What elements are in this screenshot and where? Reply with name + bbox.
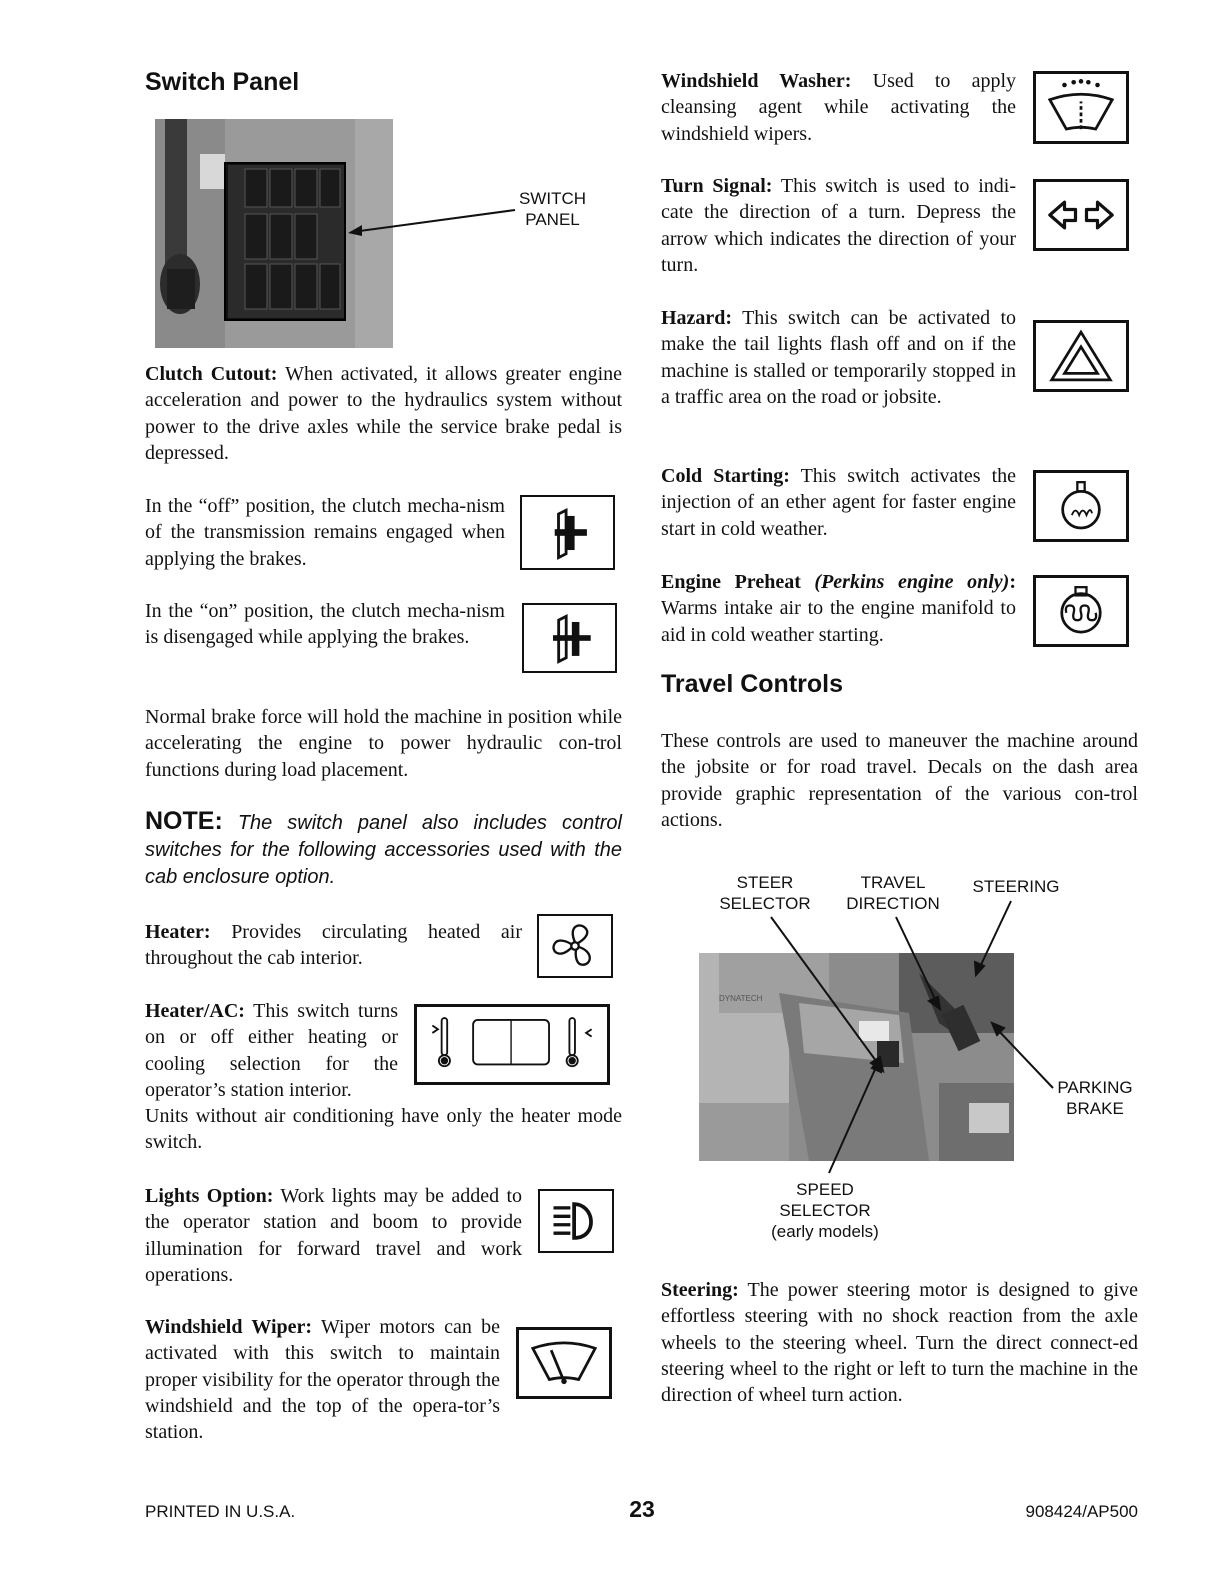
- clutch-off-text: In the “off” position, the clutch mecha-nism of the transmission remains engaged when applying the brakes.: [145, 495, 505, 570]
- clutch-on-text: In the “on” position, the clutch mecha-nism is disengaged while applying the brakes.: [145, 600, 505, 649]
- note-label: NOTE:: [145, 807, 223, 835]
- switch-panel-title: Switch Panel: [145, 68, 300, 96]
- clutch-cutout-text: When activated, it allows greater engine acceleration and power to the hydraulics system without power to the drive axles while the service brake pedal is depressed.: [145, 363, 623, 464]
- page-number: 23: [629, 1496, 655, 1522]
- steering-paragraph: [661, 1277, 1138, 1408]
- travel-callout-leader-lines: [699, 895, 1099, 1185]
- clutch-cutout-label: Clutch Cutout:: [145, 363, 278, 385]
- callout-line: SPEED: [796, 1180, 854, 1199]
- lights-icon: [538, 1189, 614, 1253]
- fan-icon: [537, 914, 613, 978]
- turn-signal-paragraph: [661, 173, 1016, 278]
- heater-ac-note: Units without air conditioning have only the heater mode switch.: [145, 1105, 622, 1154]
- heater-ac-icon: [414, 1004, 610, 1085]
- cold-start-paragraph: [661, 463, 1016, 542]
- cold-start-label: Cold Starting:: [661, 465, 790, 487]
- wiper-label: Windshield Wiper:: [145, 1316, 313, 1338]
- callout-line: SWITCH: [518, 189, 587, 208]
- steering-text: The power steering motor is designed to give effortless steering with no shock reaction from the axle wheels to the steering wheel. Turn the direct connect-ed steering wheel to the right or left to turn the machine in the direction of wheel turn action.: [661, 1279, 1138, 1407]
- preheat-label-italic: (Perkins engine only): [814, 571, 1010, 593]
- wiper-text: Wiper motors can be activated with this switch to maintain proper visibility for the operator through the windshield and the top of the opera-tor’s station.: [145, 1316, 501, 1444]
- callout-line: STEER: [736, 873, 794, 892]
- footer-printed: PRINTED IN U.S.A.: [145, 1502, 296, 1521]
- callout-line: SELECTOR: [719, 894, 811, 913]
- heater-ac-paragraph: [145, 998, 398, 1103]
- callout-line: TRAVEL: [860, 873, 926, 892]
- wiper-paragraph: [145, 1314, 500, 1445]
- preheat-text: Warms intake air to the engine manifold to aid in cold weather starting.: [661, 597, 1016, 646]
- lights-label: Lights Option:: [145, 1185, 274, 1207]
- turn-signal-label: Turn Signal:: [661, 175, 773, 197]
- heater-paragraph: [145, 919, 522, 972]
- lights-text: Work lights may be added to the operator station and boom to provide illumination for forward travel and work operations.: [145, 1185, 522, 1286]
- lights-paragraph: [145, 1183, 522, 1288]
- heater-ac-text: This switch turns on or off either heating or cooling selection for the operator’s station interior.: [145, 1000, 398, 1101]
- preheat-colon: :: [1009, 571, 1016, 593]
- note-text: The switch panel also includes control switches for the following accessories used with the cab enclosure option.: [145, 812, 622, 888]
- preheat-icon: [1033, 575, 1129, 647]
- heater-label: Heater:: [145, 921, 211, 943]
- heater-ac-label: Heater/AC:: [145, 1000, 245, 1022]
- callout-line: DIRECTION: [846, 894, 940, 913]
- cold-start-text: This switch activates the injection of an ether agent for faster engine start in cold weather.: [661, 465, 1016, 540]
- washer-icon: [1033, 71, 1129, 144]
- callout-line: SELECTOR: [779, 1201, 871, 1220]
- parking-brake-callout: [1045, 1077, 1145, 1119]
- preheat-paragraph: [661, 569, 1016, 648]
- normal-brake-text: Normal brake force will hold the machine in position while accelerating the engine to power hydraulic con-trol functions during load placement.: [145, 706, 622, 781]
- travel-controls-title: Travel Controls: [661, 670, 843, 698]
- steering-label: Steering:: [661, 1279, 739, 1301]
- clutch-cutout-paragraph: [145, 361, 622, 466]
- hazard-label: Hazard:: [661, 307, 733, 329]
- callout-line: PARKING: [1057, 1078, 1133, 1097]
- washer-text: Used to apply cleansing agent while activating the windshield wipers.: [661, 70, 1017, 145]
- hazard-paragraph: [661, 305, 1016, 410]
- turn-signal-icon: [1033, 179, 1129, 251]
- svg-text:DYNATECH: DYNATECH: [719, 994, 763, 1003]
- note-paragraph: [145, 808, 622, 891]
- washer-label: Windshield Washer:: [661, 70, 852, 92]
- footer-part-number: 908424/AP500: [1025, 1502, 1138, 1521]
- hazard-text: This switch can be activated to make the tail lights flash off and on if the machine is stalled or temporarily stopped in a traffic area on the road or jobsite.: [661, 307, 1017, 408]
- callout-line: (early models): [771, 1222, 879, 1241]
- heater-text: Provides circulating heated air throughout the cab interior.: [145, 921, 522, 970]
- clutch-on-icon: [522, 603, 617, 673]
- steering-callout: STEERING: [972, 877, 1060, 896]
- washer-paragraph: [661, 68, 1016, 147]
- callout-line: BRAKE: [1066, 1099, 1124, 1118]
- switch-panel-leader-line: [340, 205, 520, 240]
- wiper-icon: [516, 1327, 612, 1399]
- cold-start-icon: [1033, 470, 1129, 542]
- preheat-label: Engine Preheat: [661, 571, 801, 593]
- hazard-icon: [1033, 320, 1129, 392]
- speed-selector-callout: [755, 1179, 895, 1242]
- travel-controls-text: These controls are used to maneuver the machine around the jobsite or for road travel. Decals on the dash area provide graphic representation of the various con-trol actions.: [661, 730, 1138, 831]
- clutch-off-icon: [520, 495, 615, 570]
- turn-signal-text: This switch is used to indi-cate the direction of a turn. Depress the arrow which indicates the direction of your turn.: [661, 175, 1017, 276]
- callout-line: PANEL: [525, 210, 580, 229]
